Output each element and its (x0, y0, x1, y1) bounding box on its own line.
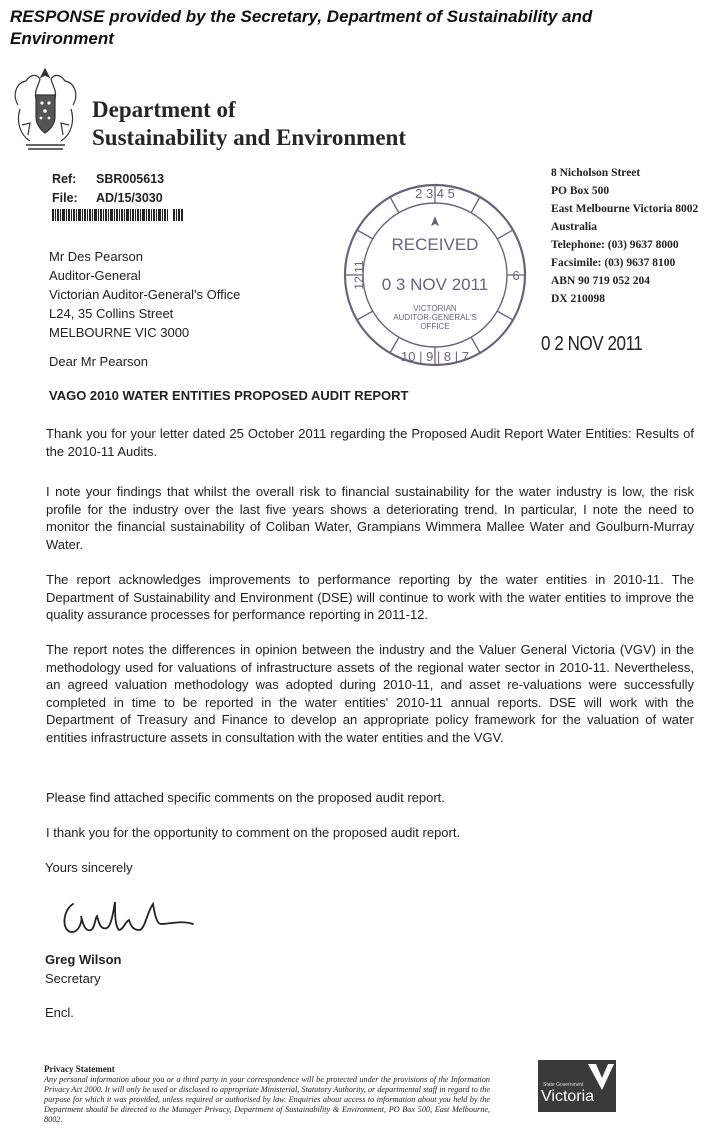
recipient-line: L24, 35 Collins Street (49, 306, 174, 321)
stamp-office-line3: OFFICE (420, 322, 450, 331)
contact-line: East Melbourne Victoria 8002 (551, 203, 699, 215)
recipient-line: Victorian Auditor-General's Office (49, 287, 241, 302)
contact-line: Australia (551, 221, 597, 233)
coat-of-arms-logo (8, 65, 83, 155)
enclosure-note: Encl. (45, 1005, 74, 1020)
recipient-line: MELBOURNE VIC 3000 (49, 325, 190, 340)
body-paragraph: The report acknowledges improvements to performance reporting by the water entities in 2010-11. The Department of Sustainability and Environment (DSE) will continue to work with the water entities to improve the quality assurance processes for performance reporting in 2011-12. (46, 572, 694, 622)
department-name (92, 96, 406, 152)
body-paragraph: Thank you for your letter dated 25 October 2011 regarding the Proposed Audit Report Water Entities: Results of the 2010-11 Audits. (46, 426, 694, 459)
stamp-ring-bottom: 10 | 9 | 8 | 7 (401, 349, 469, 364)
closing: Yours sincerely (45, 860, 133, 875)
stamp-date: 0 3 NOV 2011 (381, 275, 489, 294)
privacy-text: Any personal information about you or a third party in your correspondence will be protected under the provisions of the Information Privacy Act 2000. It will only be used or disclosed to appropriate Ministerial, Statutory Authority, or departmental staff in regard to the purpose for which it was provided, unless required or authorised by law. Enquiries about access to information about you held by the Department should be directed to the Manager Privacy, Department of Sustainability & Environment, PO Box 500, East Melbourne, 8002. (44, 1075, 490, 1124)
body-paragraph: I thank you for the opportunity to comment on the proposed audit report. (46, 825, 461, 840)
contact-details (551, 164, 698, 308)
signature (55, 890, 195, 940)
file-label: File: (52, 191, 78, 205)
department-name-line2: Sustainability and Environment (92, 125, 407, 150)
vic-logo-label: Victoria (541, 1088, 595, 1105)
vic-logo-small-text: State Government (543, 1082, 584, 1088)
department-name-line1: Department of (92, 97, 236, 122)
barcode (52, 209, 184, 221)
stamp-office-line1: VICTORIAN (413, 304, 457, 313)
recipient-address (49, 247, 240, 342)
ref-line (52, 170, 164, 189)
stamp-ring-left: 12 11 (352, 260, 366, 290)
date-stamp: 0 2 NOV 2011 (541, 333, 643, 355)
contact-line: PO Box 500 (551, 185, 610, 197)
salutation: Dear Mr Pearson (49, 354, 148, 369)
contact-line: 8 Nicholson Street (551, 167, 641, 179)
stamp-office-line2: AUDITOR-GENERAL'S (393, 313, 477, 322)
signer-block (45, 950, 121, 988)
contact-line: Facsimile: (03) 9637 8100 (551, 257, 676, 269)
ref-label: Ref: (52, 172, 77, 186)
stamp-ring-top: 2 3 4 5 (415, 186, 455, 201)
contact-line: Telephone: (03) 9637 8000 (551, 239, 679, 251)
signer-title: Secretary (45, 971, 101, 986)
file-line (52, 189, 163, 208)
contact-line: DX 210098 (551, 293, 605, 305)
signer-name: Greg Wilson (45, 952, 122, 967)
body-paragraph: I note your findings that whilst the overall risk to financial sustainability for the water industry is low, the risk profile for the industry over the last five years shows a deteriorating trend. In particular, I note the need to monitor the financial sustainability of Coliban Water, Grampians Wimmera Mallee Water and Goulburn-Murray Water. (46, 484, 694, 552)
recipient-line: Mr Des Pearson (49, 249, 143, 264)
contact-line: ABN 90 719 052 204 (551, 275, 651, 287)
received-stamp (340, 180, 530, 370)
subject-line: VAGO 2010 WATER ENTITIES PROPOSED AUDIT REPORT (49, 388, 409, 403)
arrow-icon (431, 216, 439, 226)
page-heading: RESPONSE provided by the Secretary, Department of Sustainability and Environment (10, 7, 593, 48)
recipient-line: Auditor-General (49, 268, 141, 283)
privacy-title: Privacy Statement (44, 1064, 115, 1074)
file-value: AD/15/3030 (96, 191, 163, 205)
body-paragraph: Please find attached specific comments on the proposed audit report. (46, 790, 445, 805)
stamp-received: RECEIVED (391, 235, 479, 254)
stamp-ring-right: 6 (512, 268, 520, 283)
ref-value: SBR005613 (96, 172, 165, 186)
body-paragraph: The report notes the differences in opinion between the industry and the Valuer General Victoria (VGV) in the methodology used for valuations of infrastructure assets of the regional water sector in 2010-11. Nevertheless, an agreed valuation methodology was adopted during 2010-11, and asset re-valuations were successfully completed in time to be reported in the water entities' 2010-11 annual reports. DSE will work with the Department of Treasury and Finance to develop an appropriate policy framework for the valuation of water entities infrastructure assets in consultation with the water entities and the VGV. (46, 642, 694, 745)
